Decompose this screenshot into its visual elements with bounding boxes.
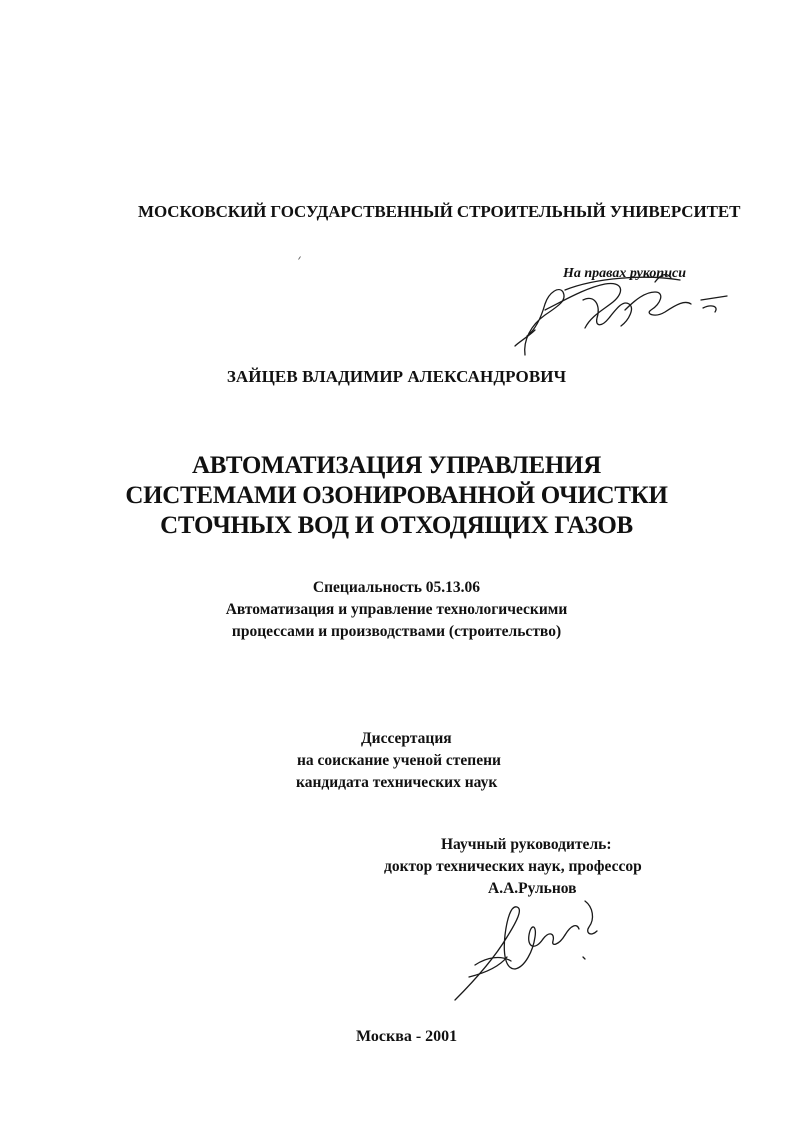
title-line-2: СИСТЕМАМИ ОЗОНИРОВАННОЙ ОЧИСТКИ [125,482,668,509]
university-name: МОСКОВСКИЙ ГОСУДАРСТВЕННЫЙ СТРОИТЕЛЬНЫЙ УНИВЕРСИТЕТ [138,202,741,221]
supervisor-label: Научный руководитель: [441,836,612,853]
supervisor-name: А.А.Рульнов [488,880,577,897]
title-line-3: СТОЧНЫХ ВОД И ОТХОДЯЩИХ ГАЗОВ [160,512,633,539]
author-signature [505,270,735,360]
city-and-year: Москва - 2001 [356,1028,458,1045]
dissertation-label: Диссертация [361,730,452,747]
supervisor-signature [445,895,605,1005]
title-line-1: АВТОМАТИЗАЦИЯ УПРАВЛЕНИЯ [192,452,601,479]
supervisor-title: доктор технических наук, профессор [384,858,642,875]
degree-name: кандидата технических наук [296,774,498,791]
manuscript-rights-note: На правах рукописи [563,266,686,281]
specialty-code: Специальность 05.13.06 [312,579,481,596]
ink-speck [298,256,301,260]
specialty-name-line-2: процессами и производствами (строительство) [231,623,562,640]
specialty-name-line-1: Автоматизация и управление технологическими [225,601,568,618]
author-name: ЗАЙЦЕВ ВЛАДИМИР АЛЕКСАНДРОВИЧ [226,367,567,386]
degree-purpose: на соискание ученой степени [297,752,501,769]
